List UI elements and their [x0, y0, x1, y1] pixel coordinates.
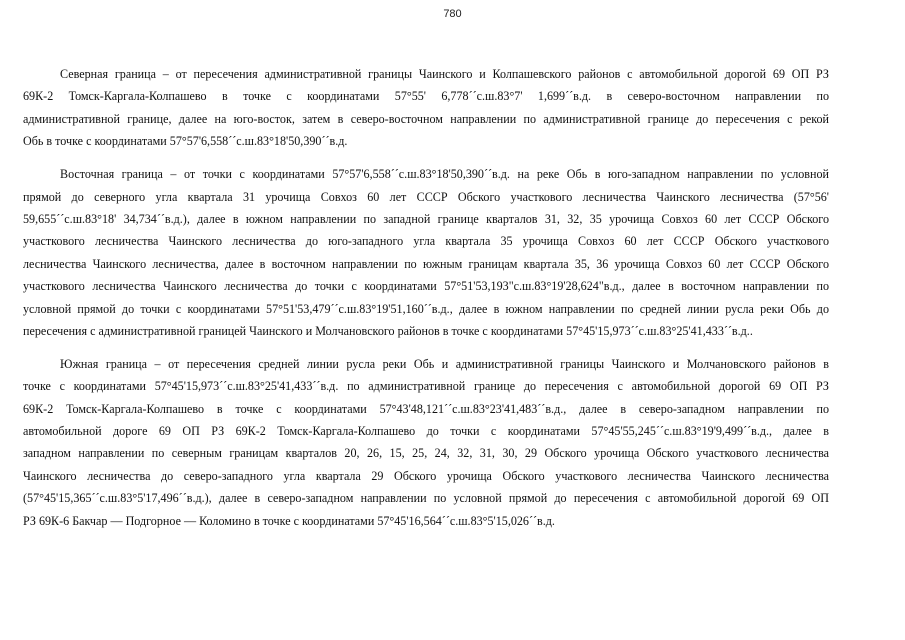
text-line: Обь в точке с координатами 57°57'6,558´´с.ш.83°18'50,390´´в.д.	[23, 134, 348, 149]
text-line: административной границе, далее на юго-восток, затем в северо-восточном направлении по административной границе до пересечения с рекой	[23, 111, 829, 126]
text-line: западном направлении по северным границам кварталов 20, 26, 15, 25, 24, 32, 31, 30, 29 Обского урочища Обского участкового лесничества	[23, 446, 829, 461]
text-line: пересечения с административной границей Чаинского и Молчановского районов в точке с координатами 57°45'15,973´´с.ш.83°25'41,433´´в.д..	[23, 323, 753, 338]
paragraph-south-boundary	[23, 353, 829, 532]
text-line: Восточная граница – от точки с координатами 57°57'6,558´´с.ш.83°18'50,390´´в.д. на реке Обь в юго-западном направлении по условной	[60, 167, 829, 182]
text-line: 69К-2 Томск-Каргала-Колпашево в точке с координатами 57°55' 6,778´´с.ш.83°7' 1,699´´в.д. в северо-восточном направлении по	[23, 89, 829, 104]
text-line: 59,655´´с.ш.83°18' 34,734´´в.д.), далее в южном направлении по западной границе кварталов 31, 32, 35 урочища Совхоз 60 лет СССР Обского	[23, 211, 829, 226]
text-line: Северная граница – от пересечения административной границы Чаинского и Колпашевского районов с автомобильной дорогой 69 ОП РЗ	[60, 67, 829, 81]
page-number: 780	[443, 8, 462, 20]
text-line: Южная граница – от пересечения средней линии русла реки Обь и административной границы Чаинского и Молчановского районов в	[60, 356, 829, 371]
document-body	[23, 63, 829, 532]
text-line: (57°45'15,365´´с.ш.83°5'17,496´´в.д.), далее в северо-западном направлении по условной прямой до пересечения с автомобильной дорогой 69 ОП	[23, 491, 829, 506]
text-line: точке с координатами 57°45'15,973´´с.ш.83°25'41,433´´в.д. по административной границе до пересечения с автомобильной дорогой 69 ОП РЗ	[23, 379, 829, 394]
text-line: участкового лесничества Чаинского лесничества до точки с координатами 57°51'53,193"с.ш.83°19'28,624"в.д., далее в восточном направлении по	[23, 279, 829, 294]
paragraph-north-boundary	[23, 63, 829, 153]
text-line: прямой до северного угла квартала 31 урочища Совхоз 60 лет СССР Обского участкового лесничества Чаинского лесничества (57°56'	[23, 189, 829, 204]
text-line: Чаинского лесничества до северо-западного угла квартала 29 Обского урочища Обского участкового лесничества Чаинского лесничества	[23, 468, 829, 483]
text-line: условной прямой до точки с координатами 57°51'53,479´´с.ш.83°19'51,160´´в.д., далее в южном направлении по средней линии русла реки Обь до	[23, 301, 829, 316]
text-line: РЗ 69К-6 Бакчар — Подгорное — Коломино в точке с координатами 57°45'16,564´´с.ш.83°5'15,026´´в.д.	[23, 513, 555, 528]
text-line: автомобильной дороге 69 ОП РЗ 69К-2 Томск-Каргала-Колпашево до точки с координатами 57°45'55,245´´с.ш.83°19'9,499´´в.д., далее в	[23, 424, 829, 439]
text-line: участкового лесничества Чаинского лесничества до юго-западного угла квартала 35 урочища Совхоз 60 лет СССР Обского участкового	[23, 234, 829, 249]
text-line: лесничества Чаинского лесничества, далее в восточном направлении по южным границам квартала 35, 36 урочища Совхоз 60 лет СССР Обского	[23, 256, 829, 271]
text-line: 69К-2 Томск-Каргала-Колпашево в точке с координатами 57°43'48,121´´с.ш.83°23'41,483´´в.д., далее в северо-западном направлении по	[23, 401, 829, 416]
paragraph-east-boundary	[23, 163, 829, 342]
